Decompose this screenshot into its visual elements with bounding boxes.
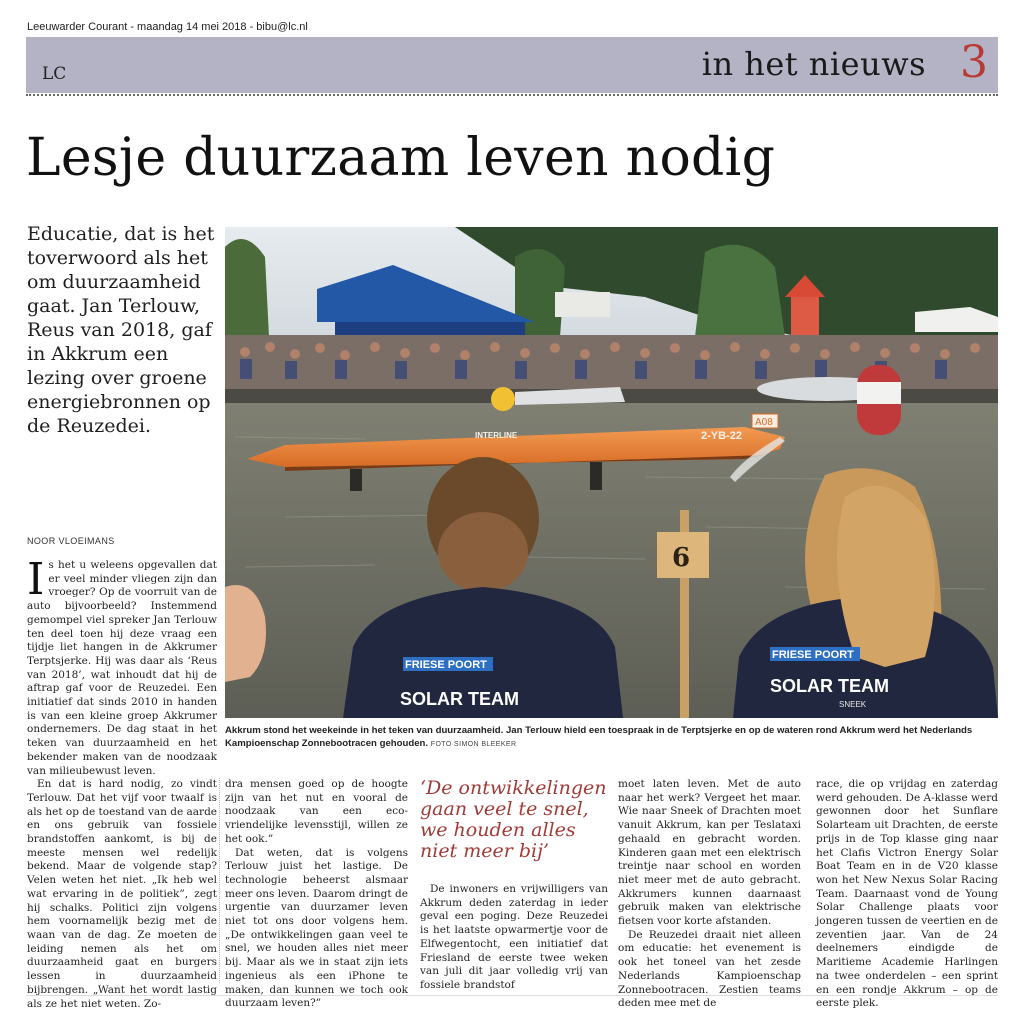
photo-caption bbox=[225, 724, 998, 751]
article-column-3 bbox=[420, 883, 608, 993]
header-divider bbox=[26, 94, 998, 96]
shirt-logo-left: FRIESE POORT bbox=[405, 659, 487, 671]
caption-text: Akkrum stond het weekeinde in het teken van duurzaamheid. Jan Terlouw hield een toespraak in de Terptsjerke en op de wateren rond Akkrum werd het Nederlands Kampioenschap Zonnebootracen gehouden. bbox=[225, 725, 973, 749]
shirt-text-right: SOLAR TEAM bbox=[770, 676, 889, 696]
byline: NOOR VLOEIMANS bbox=[27, 536, 115, 546]
boat-sponsor: INTERLINE bbox=[475, 431, 518, 440]
section-header-band bbox=[26, 37, 998, 93]
paragraph-8: race, die op vrijdag en zaterdag werd gehouden. De A-klasse werd gewonnen door het Sunflare Solarteam uit Drachten, de eerste prijs in de Top klasse ging naar het Clafis Victron Energy Solar Boat Team en in de V20 klasse won het New Nexus Solar Racing Team. Daarnaast vond de Young Solar Challenge plaats voor jongeren tussen de veertien en de zeventien jaar. Van de 24 deelnemers eindigde de Maritieme Academie Harlingen na twee onderdelen – een sprint en een rondje Akkrum – op de eerste plek. bbox=[816, 778, 998, 1010]
dateline: Leeuwarder Courant - maandag 14 mei 2018 - bibu@lc.nl bbox=[27, 21, 308, 33]
photo-credit: FOTO SIMON BLEEKER bbox=[430, 741, 517, 748]
shirt-subtext-right: SNEEK bbox=[839, 700, 867, 709]
footer-rule bbox=[26, 995, 998, 996]
shirt-logo-right: FRIESE POORT bbox=[772, 649, 854, 661]
lane-marker-number: 6 bbox=[672, 543, 691, 573]
article-column-5 bbox=[816, 778, 998, 1011]
intro-text: Educatie, dat is het toverwoord als het om duurzaamheid gaat. Jan Terlouw, Reus van 2018, gaf in Akkrum een lezing over groene energiebronnen op de Reuzedei. bbox=[27, 223, 215, 437]
drop-cap: I bbox=[27, 554, 45, 605]
article-column-2 bbox=[225, 778, 408, 1011]
pull-quote: ‘De ontwikkelingen gaan veel te snel, we houden alles niet meer bij’ bbox=[420, 777, 607, 862]
paragraph-2: En dat is hard nodig, zo vindt Terlouw. Dat het vijf voor twaalf is als het op de toestand van de aarde en ons gebruik van fossiele brandstoffen aankomt, is bij de meeste mensen wel redelijk bekend. Maar de volgende stap? Velen weten het niet. „Ik heb wel wat ervaring in de politiek”, zegt hij schalks. Politici zijn volgens hem voornamelijk bezig met de waan van de dag. Ze moeten de leiding nemen als het om duurzaamheid gaat en burgers lessen in duurzaamheid bijbrengen. „Want het wordt lastig als ze het niet weten. Zo- bbox=[27, 778, 218, 1010]
masthead-logo: LC bbox=[42, 64, 67, 84]
paragraph-6: moet laten leven. Met de auto naar het werk? Vergeet het maar. Wie naar Sneek of Drachten moet vanuit Akkrum, kan per Teslataxi gehaald en gebracht worden. Kinderen gaan met een elektrisch treintje naar school en worden niet meer met de auto gebracht. Akkrumers kunnen daarnaast gebruik maken van elektrische fietsen voor korte afstanden. bbox=[618, 778, 801, 928]
shirt-text-left: SOLAR TEAM bbox=[400, 689, 519, 709]
article-photo bbox=[225, 227, 998, 718]
paragraph-1: Is het u weleens opgevallen dat er veel minder vliegen zijn dan vroeger? Op de voorruit van de auto bijvoorbeeld? Instemmend gemompel viel spreker Jan Terlouw ten deel toen hij deze vraag een tijdje liet hangen in de Akkrumer Terptsjerke. Hij was daar als ‘Reus van 2018’, wat inhoudt dat hij de aftrap gaf voor de Reuzedei. Een initiatief dat sinds 2010 in handen is van een kleine groep Akkrumer ondernemers. De dag staat in het teken van duurzaamheid en het bekender maken van de noodzaak van milieubewust leven. bbox=[27, 554, 217, 777]
article-column-1 bbox=[27, 554, 218, 1011]
section-title: in het nieuws bbox=[701, 45, 926, 83]
boat-registration: 2-YB-22 bbox=[701, 430, 742, 442]
paragraph-7: De Reuzedei draait niet alleen om educatie: het evenement is ook het toneel van het zesde Nederlands Kampioenschap Zonnebootracen. Zestien teams deden mee met de bbox=[618, 928, 801, 1010]
paragraph-4: Dat weten, dat is volgens Terlouw juist het lastige. De technologie beheerst alsmaar meer ons leven. Daarom dringt de urgentie van duurzamer leven niet tot ons door volgens hem. „De ontwikkelingen gaan veel te snel, we houden alles niet meer bij. Maar als we in staat zijn iets ingenieus als een iPhone te maken, dan kunnen we toch ook duurzaam leven?” bbox=[225, 846, 408, 1010]
article-column-4 bbox=[618, 778, 801, 1011]
headline: Lesje duurzaam leven nodig bbox=[26, 128, 776, 188]
paragraph-5: De inwoners en vrijwilligers van Akkrum deden zaterdag in ieder geval een poging. Deze Reuzedei is het laatste opwarmertje voor de Elfwegentocht, een initiatief dat Friesland de eerste twee weken van juli dit jaar volledig vrij van fossiele brandstof bbox=[420, 883, 608, 991]
solar-boat-race-photo bbox=[225, 227, 998, 718]
paragraph-3: dra mensen goed op de hoogte zijn van het nut en vooral de noodzaak van een eco-vriendelijke levensstijl, willen ze het ook.” bbox=[225, 778, 408, 845]
column-divider bbox=[219, 778, 220, 983]
page-number: 3 bbox=[960, 37, 988, 88]
boat-number: A08 bbox=[755, 417, 773, 428]
